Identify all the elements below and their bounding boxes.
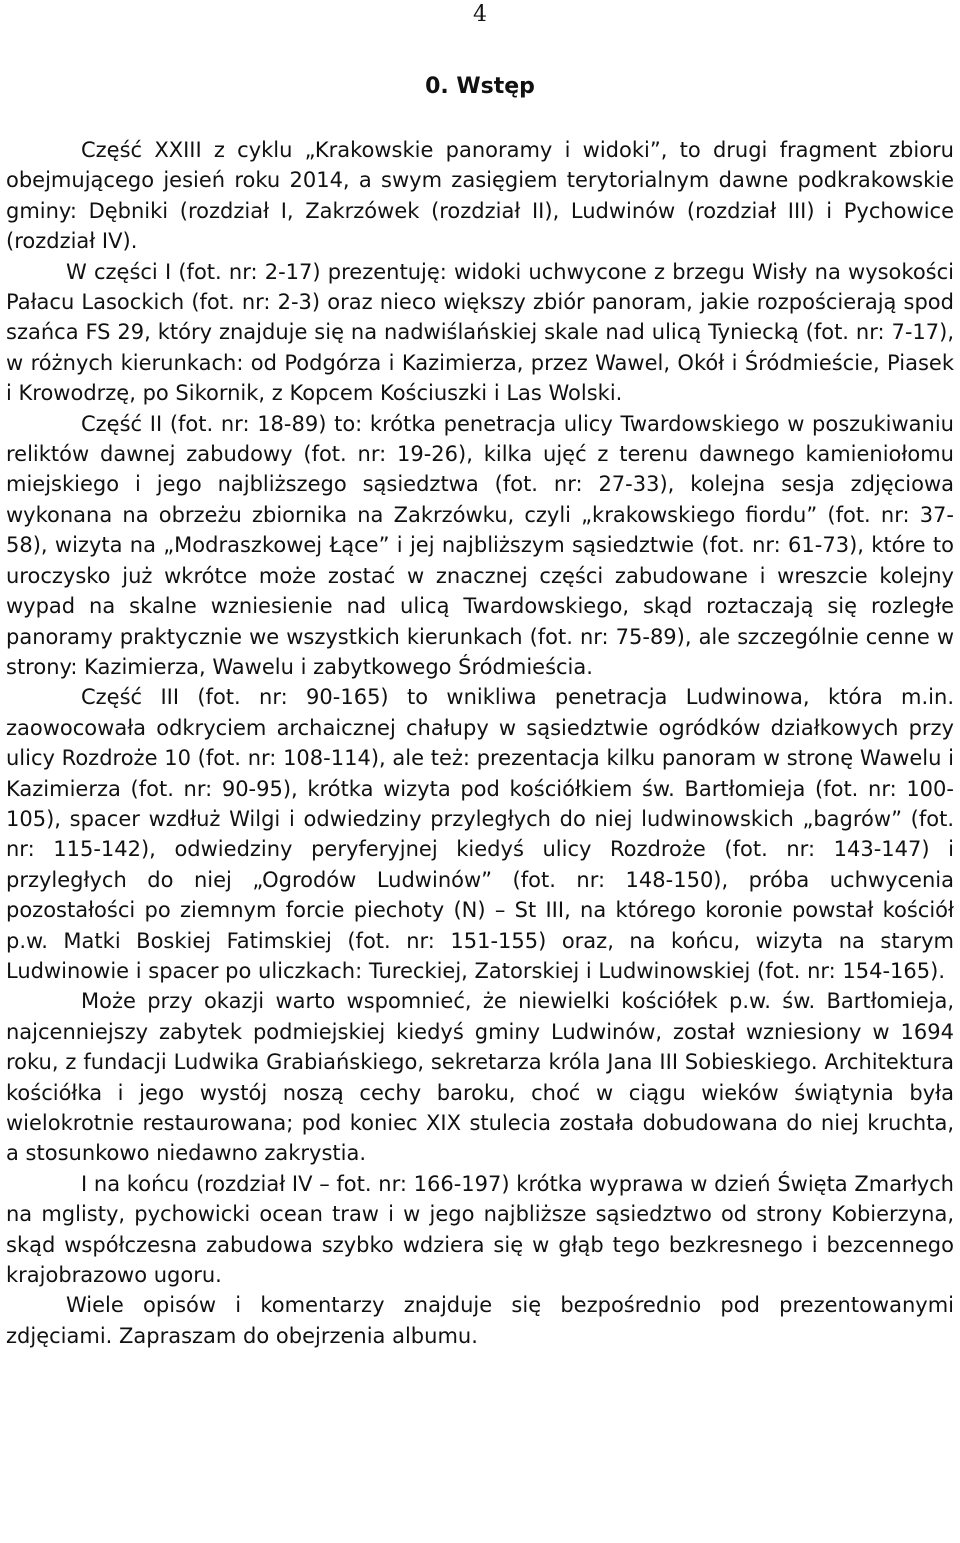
paragraph-part-1: W części I (fot. nr: 2-17) prezentuję: widoki uchwycone z brzegu Wisły na wysokości Pałacu Lasockich (fot. nr: 2-3) oraz nieco większy zbiór panoram, jakie rozpościerają spod szańca FS 29, który znajduje się na nadwiślańskiej skale nad ulicą Tyniecką (fot. nr: 7-17), w różnych kierunkach: od Podgórza i Kazimierza, przez Wawel, Okół i Śródmieście, Piasek i Krowodrzę, po Sikornik, z Kopcem Kościuszki i Las Wolski. bbox=[6, 259, 954, 406]
section-heading: 0. Wstęp bbox=[425, 74, 535, 99]
paragraph-part-2: Część II (fot. nr: 18-89) to: krótka penetracja ulicy Twardowskiego w poszukiwaniu reliktów dawnej zabudowy (fot. nr: 19-26), kilka ujęć z terenu dawnego kamieniołomu miejskiego i jego najbliższego sąsiedztwa (fot. nr: 27-33), kolejna sesja zdjęciowa wykonana na obrzeżu zbiornika na Zakrzówku, czyli „krakowskiego fiordu” (fot. nr: 37-58), wizyta na „Modraszkowej Łące” i jej najbliższym sąsiedztwie (fot. nr: 61-73), które to uroczysko już wkrótce może zostać w znacznej części zabudowane i wreszcie kolejny wypad na skalne wzniesienie nad ulicą Twardowskiego, skąd roztaczają się rozległe panoramy praktycznie we wszystkich kierunkach (fot. nr: 75-89), ale szczególnie cenne w strony: Kazimierza, Wawelu i zabytkowego Śródmieścia. bbox=[6, 411, 954, 679]
paragraph-closing: Wiele opisów i komentarzy znajduje się bezpośrednio pod prezentowanymi zdjęciami. Zapraszam do obejrzenia albumu. bbox=[6, 1293, 954, 1348]
paragraph-part-4: I na końcu (rozdział IV – fot. nr: 166-197) krótka wyprawa w dzień Święta Zmarłych na mglisty, pychowicki ocean traw i w jego najbliższe sąsiedztwo od strony Kobierzyna, skąd współczesna zabudowa szybko wdziera się w głąb tego bezkresnego i bezcennego krajobrazowo ugoru. bbox=[6, 1171, 954, 1288]
paragraph-church: Może przy okazji warto wspomnieć, że niewielki kościółek p.w. św. Bartłomieja, najcenniejszy zabytek podmiejskiej kiedyś gminy Ludwinów, został wzniesiony w 1694 roku, z fundacji Ludwika Grabiańskiego, sekretarza króla Jana III Sobieskiego. Architektura kościółka i jego wystój noszą cechy baroku, choć w ciągu wieków świątynia była wielokrotnie restaurowana; pod koniec XIX stulecia została dobudowana do niej kruchta, a stosunkowo niedawno zakrystia. bbox=[6, 989, 954, 1166]
body-text bbox=[6, 135, 954, 1351]
paragraph-part-3: Część III (fot. nr: 90-165) to wnikliwa penetracja Ludwinowa, która m.in. zaowocowała odkryciem archaicznej chałupy w sąsiedztwie ogródków działkowych przy ulicy Rozdroże 10 (fot. nr: 108-114), ale też: prezentacja kilku panoram w stronę Wawelu i Kazimierza (fot. nr: 90-95), krótka wizyta pod kościółkiem św. Bartłomieja (fot. nr: 100-105), spacer wzdłuż Wilgi i odwiedziny przyległych do niej ludwinowskich „bagrów” (fot. nr: 115-142), odwiedziny peryferyjnej kiedyś ulicy Rozdroże (fot. nr: 143-147) i przyległych do niej „Ogrodów Ludwinów” (fot. nr: 148-150), próba uchwycenia pozostałości po ziemnym forcie piechoty (N) – St III, na którego koronie powstał kościół p.w. Matki Boskiej Fatimskiej (fot. nr: 151-155) oraz, na końcu, wizyta na starym Ludwinowie i spacer po uliczkach: Tureckiej, Zatorskiej i Ludwinowskiej (fot. nr: 154-165). bbox=[6, 685, 954, 983]
paragraph-intro: Część XXIII z cyklu „Krakowskie panoramy i widoki”, to drugi fragment zbioru obejmującego jesień roku 2014, a swym zasięgiem terytorialnym dawne podkrakowskie gminy: Dębniki (rozdział I, Zakrzówek (rozdział II), Ludwinów (rozdział III) i Pychowice (rozdział IV). bbox=[6, 138, 954, 254]
page-number: 4 bbox=[473, 2, 487, 27]
